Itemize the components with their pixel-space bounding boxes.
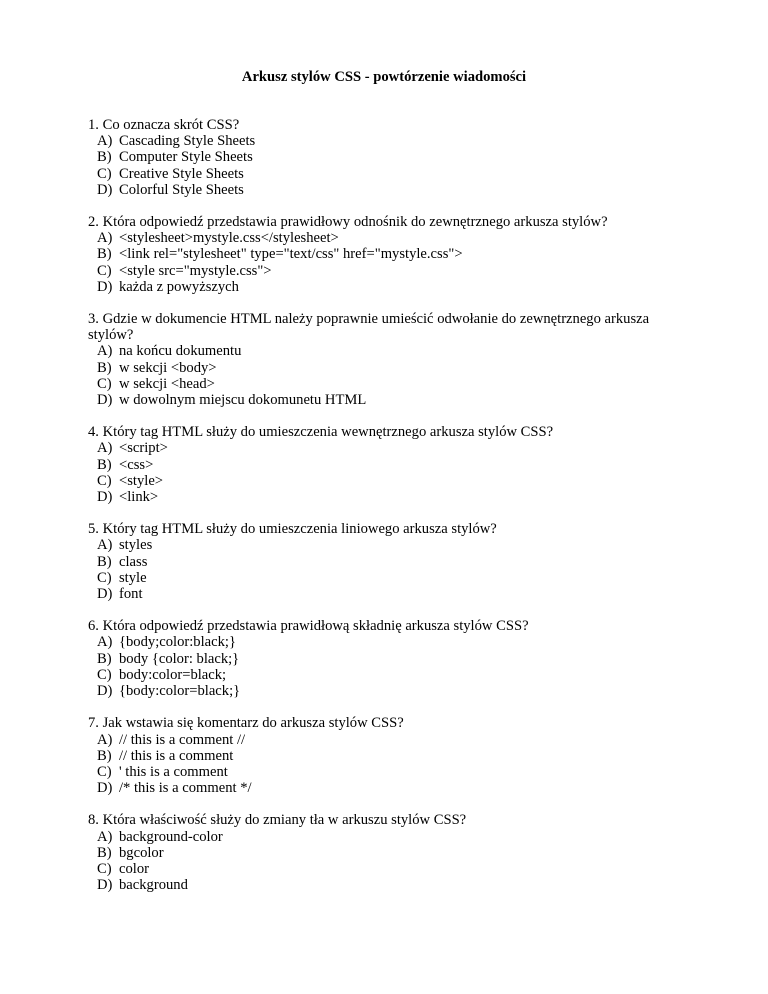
question-6 — [88, 618, 688, 699]
question-text: 1. Co oznacza skrót CSS? — [88, 117, 240, 133]
option-text: <script> — [119, 440, 168, 457]
option-text: w sekcji <body> — [119, 359, 217, 376]
option-letter: B) — [97, 359, 112, 376]
option-d — [88, 182, 688, 198]
option-d — [88, 586, 688, 602]
option-text: class — [119, 553, 148, 570]
option-letter: C) — [97, 165, 112, 182]
option-letter: B) — [97, 246, 112, 263]
option-text: w sekcji <head> — [119, 375, 215, 392]
option-letter: D) — [97, 278, 113, 295]
option-b — [88, 360, 688, 376]
option-letter: D) — [97, 489, 113, 506]
option-text: bgcolor — [119, 844, 164, 861]
option-letter: C) — [97, 666, 112, 683]
option-c — [88, 764, 688, 780]
option-letter: A) — [97, 537, 113, 554]
option-list — [88, 537, 688, 602]
option-letter: C) — [97, 375, 112, 392]
option-text: Colorful Style Sheets — [119, 181, 244, 198]
option-text: <link> — [119, 489, 159, 506]
option-text: <link rel="stylesheet" type="text/css" href="mystyle.css"> — [119, 246, 463, 263]
option-letter: B) — [97, 844, 112, 861]
option-letter: A) — [97, 440, 113, 457]
option-text: // this is a comment // — [119, 731, 246, 748]
option-letter: C) — [97, 262, 112, 279]
option-text: Creative Style Sheets — [119, 165, 244, 182]
option-a — [88, 829, 688, 845]
option-letter: A) — [97, 230, 113, 247]
option-b — [88, 246, 688, 262]
option-text: Cascading Style Sheets — [119, 133, 256, 150]
option-letter: D) — [97, 877, 113, 894]
option-letter: D) — [97, 780, 113, 797]
option-d — [88, 780, 688, 796]
question-list — [88, 117, 688, 909]
question-text: 4. Który tag HTML służy do umieszczenia wewnętrznego arkusza stylów CSS? — [88, 424, 554, 441]
option-text: na końcu dokumentu — [119, 343, 242, 360]
option-d — [88, 877, 688, 893]
option-c — [88, 667, 688, 683]
option-b — [88, 554, 688, 570]
option-text: <stylesheet>mystyle.css</stylesheet> — [119, 230, 339, 247]
option-d — [88, 392, 688, 408]
option-a — [88, 732, 688, 748]
option-list — [88, 829, 688, 894]
option-text: {body;color:black;} — [119, 634, 236, 651]
option-b — [88, 149, 688, 165]
option-text: każda z powyższych — [119, 278, 239, 295]
option-b — [88, 651, 688, 667]
option-c — [88, 376, 688, 392]
option-d — [88, 683, 688, 699]
option-b — [88, 457, 688, 473]
option-letter: C) — [97, 569, 112, 586]
question-text: 6. Która odpowiedź przedstawia prawidłową składnię arkusza stylów CSS? — [88, 618, 529, 635]
option-list — [88, 634, 688, 699]
option-letter: A) — [97, 828, 113, 845]
option-c — [88, 570, 688, 586]
document-title: Arkusz stylów CSS - powtórzenie wiadomości — [241, 69, 527, 85]
question-text: 5. Który tag HTML służy do umieszczenia liniowego arkusza stylów? — [88, 521, 497, 538]
option-list — [88, 133, 688, 198]
option-letter: B) — [97, 553, 112, 570]
option-c — [88, 473, 688, 489]
option-letter: C) — [97, 472, 112, 489]
option-b — [88, 845, 688, 861]
option-text: background-color — [119, 828, 223, 845]
question-4 — [88, 424, 688, 505]
option-letter: A) — [97, 133, 113, 150]
option-text: <css> — [119, 456, 154, 473]
option-a — [88, 230, 688, 246]
option-list — [88, 230, 688, 295]
question-text: 3. Gdzie w dokumencie HTML należy poprawnie umieścić odwołanie do zewnętrznego arkusza stylów? — [88, 311, 653, 344]
option-letter: D) — [97, 586, 113, 603]
question-7 — [88, 715, 688, 796]
question-2 — [88, 214, 688, 295]
option-letter: B) — [97, 650, 112, 667]
option-a — [88, 537, 688, 553]
option-text: style — [119, 569, 147, 586]
option-letter: A) — [97, 343, 113, 360]
option-text: {body:color=black;} — [119, 683, 241, 700]
option-a — [88, 440, 688, 456]
option-list — [88, 440, 688, 505]
option-text: color — [119, 860, 149, 877]
question-5 — [88, 521, 688, 602]
option-text: /* this is a comment */ — [119, 780, 252, 797]
option-text: // this is a comment — [119, 747, 234, 764]
question-3 — [88, 311, 688, 408]
option-text: Computer Style Sheets — [119, 149, 253, 166]
option-letter: B) — [97, 747, 112, 764]
question-text: 2. Która odpowiedź przedstawia prawidłowy odnośnik do zewnętrznego arkusza stylów? — [88, 214, 608, 231]
option-letter: D) — [97, 683, 113, 700]
question-text: 7. Jak wstawia się komentarz do arkusza stylów CSS? — [88, 715, 404, 732]
option-text: w dowolnym miejscu dokomunetu HTML — [119, 392, 367, 409]
option-letter: D) — [97, 181, 113, 198]
option-text: body {color: black;} — [119, 650, 240, 667]
option-letter: B) — [97, 456, 112, 473]
option-text: <style> — [119, 472, 164, 489]
question-text: 8. Która właściwość służy do zmiany tła w arkuszu stylów CSS? — [88, 812, 467, 829]
option-letter: C) — [97, 763, 112, 780]
option-c — [88, 263, 688, 279]
option-text: background — [119, 877, 188, 894]
option-a — [88, 343, 688, 359]
option-text: body:color=black; — [119, 666, 227, 683]
option-a — [88, 133, 688, 149]
option-c — [88, 861, 688, 877]
question-8 — [88, 812, 688, 893]
option-text: styles — [119, 537, 153, 554]
option-letter: B) — [97, 149, 112, 166]
question-1 — [88, 117, 688, 198]
option-b — [88, 748, 688, 764]
option-text: ' this is a comment — [119, 763, 228, 780]
option-list — [88, 343, 688, 408]
option-d — [88, 279, 688, 295]
option-letter: C) — [97, 860, 112, 877]
option-text: font — [119, 586, 143, 603]
option-letter: A) — [97, 731, 113, 748]
option-c — [88, 166, 688, 182]
option-list — [88, 732, 688, 797]
option-d — [88, 489, 688, 505]
option-a — [88, 634, 688, 650]
option-letter: A) — [97, 634, 113, 651]
option-letter: D) — [97, 392, 113, 409]
option-text: <style src="mystyle.css"> — [119, 262, 272, 279]
